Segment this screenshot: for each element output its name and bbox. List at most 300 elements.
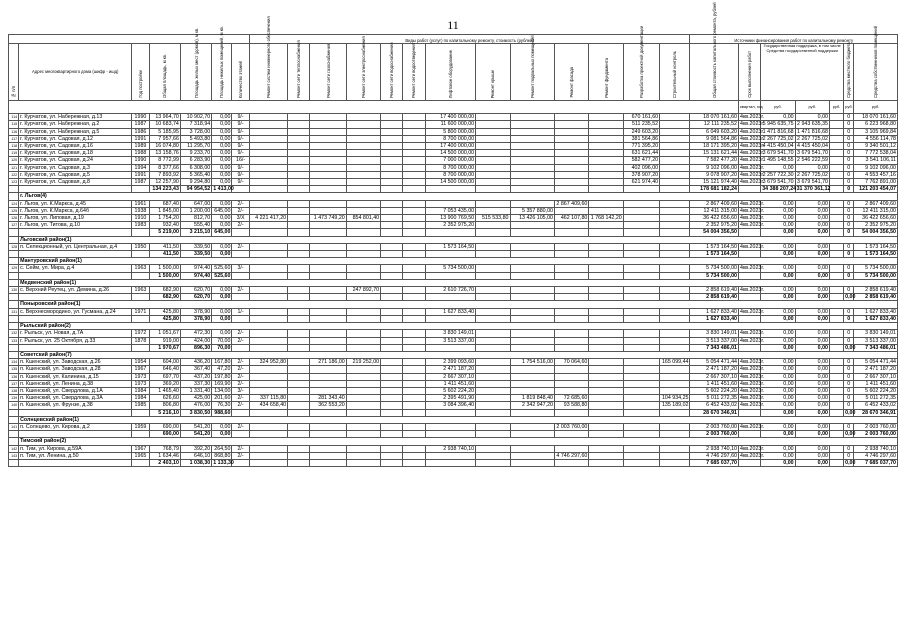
cell-sewer	[403, 243, 425, 250]
cell-living: 620,70	[180, 294, 211, 301]
cell-found	[589, 459, 623, 466]
cell-area: 682,90	[149, 287, 180, 294]
cell-fed: 0,00	[795, 272, 829, 279]
cell-year: 1987	[132, 179, 149, 186]
cell-design	[623, 215, 659, 222]
cell-found	[589, 380, 623, 387]
cell-fed: 0,00	[795, 207, 829, 214]
cell-floors: 9/-	[232, 164, 249, 171]
cell-power	[346, 143, 380, 150]
cell-facade	[554, 409, 588, 416]
cell-heat	[288, 243, 310, 250]
cell-addr: г. Курчатов, ул. Садовая, д.3	[19, 164, 132, 171]
cell-state: 4 415 450,04	[762, 143, 794, 150]
cell-facade	[554, 387, 588, 394]
cell-reg	[829, 373, 843, 380]
cell-found: 1 768 142,20	[590, 215, 622, 222]
cell-roof	[476, 308, 510, 315]
cell-area: 5 219,00	[149, 229, 180, 236]
cell-power	[346, 452, 380, 459]
cell-roof	[476, 179, 510, 186]
cell-living: 9 233,70	[180, 150, 211, 157]
region-row	[9, 279, 898, 286]
cell-floors: 2/-	[232, 222, 249, 229]
cell-facade	[554, 135, 588, 142]
cell-area: 646,40	[149, 366, 180, 373]
cell-year	[132, 315, 149, 322]
cell-addr: г. Курчатов, ул. Садовая, д.18	[19, 150, 132, 157]
cell-living: 6 308,00	[180, 164, 211, 171]
cell-heat	[288, 114, 310, 121]
cell-reg	[829, 215, 843, 222]
cell-year: 1984	[132, 395, 149, 402]
cell-facade: 462 107,80	[554, 215, 588, 222]
cell-addr: г. Льгов, ул. Титова, д.10	[19, 222, 132, 229]
cell-year: 1967	[132, 445, 149, 452]
cell-reg	[829, 294, 843, 301]
cell-heat	[288, 287, 310, 294]
cell-term: 4кв.2023г.	[740, 402, 765, 409]
cell-area: 134 223,43	[149, 186, 180, 193]
cell-heat	[288, 121, 310, 128]
cell-own: 18 070 161,60	[854, 114, 898, 121]
cell-roof	[476, 373, 510, 380]
cell-n	[9, 251, 19, 258]
cell-state: 0,00	[761, 287, 795, 294]
cell-sewer	[403, 366, 425, 373]
cell-control	[660, 409, 690, 416]
cell-heat	[288, 459, 310, 466]
cell-gas	[310, 409, 346, 416]
cell-nonres: 197,80	[212, 373, 232, 380]
cell-lift	[425, 452, 476, 459]
table-row	[9, 265, 898, 272]
cell-state: 34 388 207,24	[762, 186, 797, 193]
cell-local: 0	[844, 265, 854, 272]
cell-total: 9 078 907,20	[690, 171, 739, 178]
cell-year: 1990	[132, 114, 149, 121]
region-cell-spacer	[9, 193, 19, 200]
cell-control	[660, 315, 690, 322]
cell-state: 0,00	[761, 229, 795, 236]
cell-facade: 2 003 760,00	[556, 423, 588, 430]
cell-living: 94 954,52	[180, 186, 211, 193]
table-row	[9, 128, 898, 135]
cell-state: 0,00	[761, 452, 795, 459]
subtotal-row	[9, 272, 898, 279]
cell-living: 974,40	[180, 265, 211, 272]
cell-year: 1963	[132, 287, 149, 294]
cell-own: 5 734 500,00	[854, 272, 898, 279]
cell-floors: 2/-	[232, 380, 249, 387]
cell-found	[589, 294, 623, 301]
cell-found	[589, 373, 623, 380]
table-row	[9, 179, 898, 186]
cell-lift: 1 573 164,50	[425, 243, 476, 250]
cell-roof	[476, 423, 510, 430]
cell-own: 9 340 501,12	[854, 143, 898, 150]
cell-power	[346, 251, 380, 258]
cell-control	[660, 222, 690, 229]
col-facade-header: Ремонт фасада	[554, 44, 588, 101]
cell-facade	[554, 431, 588, 438]
cell-found	[589, 171, 623, 178]
cell-reg	[829, 287, 843, 294]
cell-facade	[554, 157, 588, 164]
cell-control	[660, 373, 690, 380]
cell-sewer	[403, 452, 425, 459]
cell-sewer	[403, 315, 425, 322]
cell-control	[660, 330, 690, 337]
cell-reg	[829, 359, 843, 366]
cell-control	[660, 150, 690, 157]
cell-own: 3 105 969,84	[854, 128, 898, 135]
table-row	[9, 200, 898, 207]
page-number: 11	[447, 18, 459, 32]
cell-state: 2 267 725,02	[762, 135, 794, 142]
cell-sewer	[403, 229, 425, 236]
cell-reg	[829, 114, 843, 121]
cell-gas: 362 553,20	[310, 402, 346, 409]
cell-roof	[476, 359, 510, 366]
cell-lift: 8 700 000,00	[425, 135, 476, 142]
cell-own: 2 858 619,40	[854, 287, 898, 294]
cell-lift	[425, 186, 476, 193]
cell-state: 0,00	[761, 409, 795, 416]
cell-found	[589, 359, 623, 366]
cell-term: 4кв.2023г.	[740, 150, 765, 157]
region-cell-spacer	[9, 351, 19, 358]
region-cell-spacer	[9, 323, 19, 330]
cell-power	[346, 121, 380, 128]
cell-basement	[510, 121, 554, 128]
cell-addr	[19, 315, 132, 322]
cell-sewer	[403, 114, 425, 121]
cell-water	[381, 380, 403, 387]
cell-living: 620,70	[180, 287, 211, 294]
cell-floors	[232, 186, 249, 193]
cell-n: 125	[9, 207, 19, 214]
cell-found	[589, 200, 623, 207]
cell-own: 4 746 297,60	[854, 452, 898, 459]
cell-found	[589, 114, 623, 121]
cell-own: 5 054 471,44	[854, 359, 898, 366]
cell-sewer	[403, 215, 425, 222]
cell-found	[589, 423, 623, 430]
cell-own: 6 223 968,80	[854, 121, 898, 128]
cell-addr	[19, 344, 132, 351]
cell-own: 5 734 500,00	[854, 265, 898, 272]
cell-design	[623, 265, 659, 272]
cell-water	[381, 373, 403, 380]
cell-floors	[232, 409, 249, 416]
cell-nonres: 525,60	[212, 272, 232, 279]
cell-year: 1990	[132, 157, 149, 164]
cell-state: 0,00	[761, 243, 795, 250]
cell-basement	[510, 387, 554, 394]
cell-reg	[829, 222, 843, 229]
cell-area: 690,00	[149, 423, 180, 430]
cell-roof	[476, 287, 510, 294]
cell-eng	[249, 243, 287, 250]
cell-power	[346, 344, 380, 351]
cell-heat	[288, 344, 310, 351]
cell-own: 2 352 975,20	[854, 222, 898, 229]
cell-n	[9, 344, 19, 351]
cell-own: 6 452 433,02	[854, 402, 898, 409]
cell-roof	[476, 294, 510, 301]
cell-state: 0,00	[761, 114, 795, 121]
funding-group-header: Источники финансирования работ по капитальному ремонту	[690, 35, 898, 44]
cell-state: 0,00	[761, 215, 795, 222]
cell-sewer	[403, 265, 425, 272]
cell-lift	[425, 251, 476, 258]
cell-heat	[288, 308, 310, 315]
cell-sewer	[403, 344, 425, 351]
cell-fed: 1 471 816,68	[797, 128, 828, 135]
cell-heat	[288, 294, 310, 301]
cell-floors: 9/-	[232, 179, 249, 186]
cell-local: 0	[844, 200, 854, 207]
cell-area: 425,80	[149, 315, 180, 322]
cell-living: 541,20	[180, 423, 211, 430]
cell-lift: 8 700 000,00	[425, 171, 476, 178]
cell-eng	[249, 452, 287, 459]
cell-total: 2 352 975,20	[690, 222, 739, 229]
cell-year	[132, 186, 149, 193]
cell-nonres: 0,00	[212, 200, 232, 207]
cell-fed: 0,00	[795, 243, 829, 250]
col-foundation-header: Ремонт фундамента	[589, 44, 623, 101]
cell-fed: 0,00	[795, 445, 829, 452]
cell-power: 219 252,00	[346, 359, 380, 366]
cell-found	[589, 164, 623, 171]
cell-basement	[510, 452, 554, 459]
cell-control	[660, 387, 690, 394]
cell-floors: 2/-	[232, 402, 249, 409]
cell-n: 115	[9, 121, 19, 128]
cell-n: 142	[9, 445, 19, 452]
cell-found	[589, 344, 623, 351]
cell-facade: 93 588,80	[554, 402, 588, 409]
cell-state: 0,00	[761, 445, 795, 452]
cell-eng	[249, 171, 287, 178]
cell-floors: 1/-	[232, 308, 249, 315]
cell-floors	[232, 294, 249, 301]
table-row	[9, 121, 898, 128]
cell-local: 0	[844, 150, 854, 157]
cell-basement	[510, 251, 554, 258]
cell-control	[660, 431, 690, 438]
cell-facade	[554, 114, 588, 121]
cell-lift: 2 399 093,60	[425, 359, 476, 366]
cell-n: 117	[9, 135, 19, 142]
cell-floors: 2/-	[232, 337, 249, 344]
cell-found	[589, 150, 623, 157]
cell-total: 15 131 621,44	[690, 150, 739, 157]
cell-sewer	[403, 308, 425, 315]
cell-fed: 2 267 725,02	[797, 171, 828, 178]
cell-basement	[510, 143, 554, 150]
cell-facade	[554, 171, 588, 178]
cell-gas	[310, 150, 346, 157]
cell-local: 0	[844, 229, 854, 236]
cell-year: 1989	[132, 143, 149, 150]
cell-gas	[310, 164, 346, 171]
col-water-header: Ремонт сети водоснабжения	[381, 44, 403, 101]
cell-heat	[288, 359, 310, 366]
cell-addr: п. Кшенский, ул. Свердлова, д.1А	[19, 387, 132, 394]
cell-gas	[310, 171, 346, 178]
col-engineering-header: Ремонт систем инженерного обеспечения	[249, 44, 287, 101]
cell-design	[623, 330, 659, 337]
cell-living: 339,50	[180, 243, 211, 250]
cell-facade: 2 867 409,60	[556, 200, 588, 207]
cell-sewer	[403, 200, 425, 207]
cell-water	[381, 337, 403, 344]
cell-power	[346, 387, 380, 394]
cell-roof	[476, 387, 510, 394]
subtotal-row	[9, 344, 898, 351]
cell-nonres: 0,00	[212, 222, 232, 229]
cell-heat	[288, 402, 310, 409]
cell-fed: 0,00	[795, 344, 829, 351]
cell-basement	[510, 294, 554, 301]
cell-local: 0,00	[845, 459, 856, 466]
cell-eng	[249, 150, 287, 157]
cell-living: 541,20	[180, 431, 211, 438]
cell-addr	[19, 272, 132, 279]
cell-gas	[310, 308, 346, 315]
cell-nonres: 70,00	[212, 337, 232, 344]
cell-lift	[425, 315, 476, 322]
cell-gas: 281 343,40	[310, 395, 346, 402]
cell-area: 604,00	[149, 359, 180, 366]
cell-living: 11 295,70	[180, 143, 211, 150]
cell-eng	[249, 287, 287, 294]
cell-own: 54 004 356,50	[854, 229, 898, 236]
cell-heat	[288, 251, 310, 258]
cell-addr: п. Кшенский, ул. Свердлова, д.3А	[19, 395, 132, 402]
cell-sewer	[403, 459, 425, 466]
cell-living: 367,40	[180, 366, 211, 373]
cell-total: 18 070 161,60	[690, 114, 739, 121]
cell-design	[623, 222, 659, 229]
cell-term	[739, 344, 761, 351]
subtotal-row	[9, 186, 898, 193]
cell-reg	[829, 459, 843, 466]
cell-gas	[310, 387, 346, 394]
cell-control	[660, 157, 690, 164]
cell-fed: 0,00	[795, 395, 829, 402]
cell-addr: г. Рыльск, ул. 25 Октября, д.33	[19, 337, 132, 344]
cell-year: 1965	[132, 452, 149, 459]
cell-nonres: 0,00	[212, 215, 232, 222]
cell-design: 402 096,00	[623, 164, 659, 171]
cell-nonres: 0,00	[212, 114, 232, 121]
cell-design: 621 974,40	[623, 179, 659, 186]
cell-term: 4кв.2023г.	[740, 423, 765, 430]
cell-reg	[829, 243, 843, 250]
cell-lift	[425, 200, 476, 207]
cell-total: 2 667 307,10	[690, 373, 739, 380]
cell-design: 511 235,52	[623, 121, 659, 128]
cell-nonres: 868,80	[212, 452, 232, 459]
cell-eng	[249, 308, 287, 315]
cell-basement: 2 342 947,20	[510, 402, 554, 409]
cell-living: 392,20	[180, 445, 211, 452]
cell-control	[660, 128, 690, 135]
cell-floors	[232, 315, 249, 322]
cell-area: 13 964,70	[149, 114, 180, 121]
cell-local: 0	[844, 366, 854, 373]
cell-local: 0	[844, 445, 854, 452]
cell-control	[660, 265, 690, 272]
cell-power	[346, 395, 380, 402]
cell-sewer	[403, 337, 425, 344]
cell-roof	[476, 143, 510, 150]
cell-eng: 324 952,80	[249, 359, 287, 366]
cell-living: 1 038,30	[180, 459, 211, 466]
cell-facade	[554, 179, 588, 186]
cell-found	[589, 445, 623, 452]
cell-gas	[310, 330, 346, 337]
cell-roof	[476, 171, 510, 178]
cell-power	[346, 114, 380, 121]
cell-living: 476,00	[180, 402, 211, 409]
cell-found	[589, 431, 623, 438]
cell-year: 1983	[132, 222, 149, 229]
cell-facade	[554, 330, 588, 337]
cell-heat	[288, 171, 310, 178]
cell-design	[623, 294, 659, 301]
cell-nonres: 0,00	[212, 150, 232, 157]
cell-living: 812,70	[180, 215, 211, 222]
cell-n: 114	[9, 114, 19, 121]
cell-total: 1 411 451,60	[690, 380, 739, 387]
cell-state: 0,00	[761, 395, 795, 402]
cell-lift	[425, 409, 476, 416]
cell-year: 1971	[132, 308, 149, 315]
cell-design	[623, 229, 659, 236]
cell-total: 1 627 833,40	[690, 308, 739, 315]
cell-lift: 1 411 451,60	[425, 380, 476, 387]
cell-basement: 5 357 880,00	[510, 207, 554, 214]
cell-own: 7 343 486,01	[854, 344, 898, 351]
cell-addr: с. Сейм, ул. Мира, д.4	[19, 265, 132, 272]
cell-floors: 2/-	[232, 200, 249, 207]
cell-power	[346, 380, 380, 387]
cell-facade	[554, 251, 588, 258]
cell-sewer	[403, 171, 425, 178]
cell-living: 1 200,00	[180, 207, 211, 214]
cell-addr: г. Льгов, ул. К.Маркса, д.45	[19, 200, 132, 207]
table-row	[9, 164, 898, 171]
cell-control	[660, 287, 690, 294]
cell-roof	[476, 243, 510, 250]
cell-floors	[232, 344, 249, 351]
cell-addr: п. Кшенский, ул. Заводская, д.26	[19, 359, 132, 366]
cell-power	[346, 373, 380, 380]
cell-local: 0	[844, 207, 854, 214]
cell-eng	[249, 380, 287, 387]
cell-nonres: 0,00	[212, 294, 232, 301]
cell-roof	[476, 344, 510, 351]
cell-addr: г. Курчатов, ул. Садовая, д.8	[19, 179, 132, 186]
cell-total: 3 830 149,01	[690, 330, 739, 337]
cell-lift: 7 053 435,00	[425, 207, 476, 214]
region-name: Медвенский район(1)	[19, 279, 898, 286]
